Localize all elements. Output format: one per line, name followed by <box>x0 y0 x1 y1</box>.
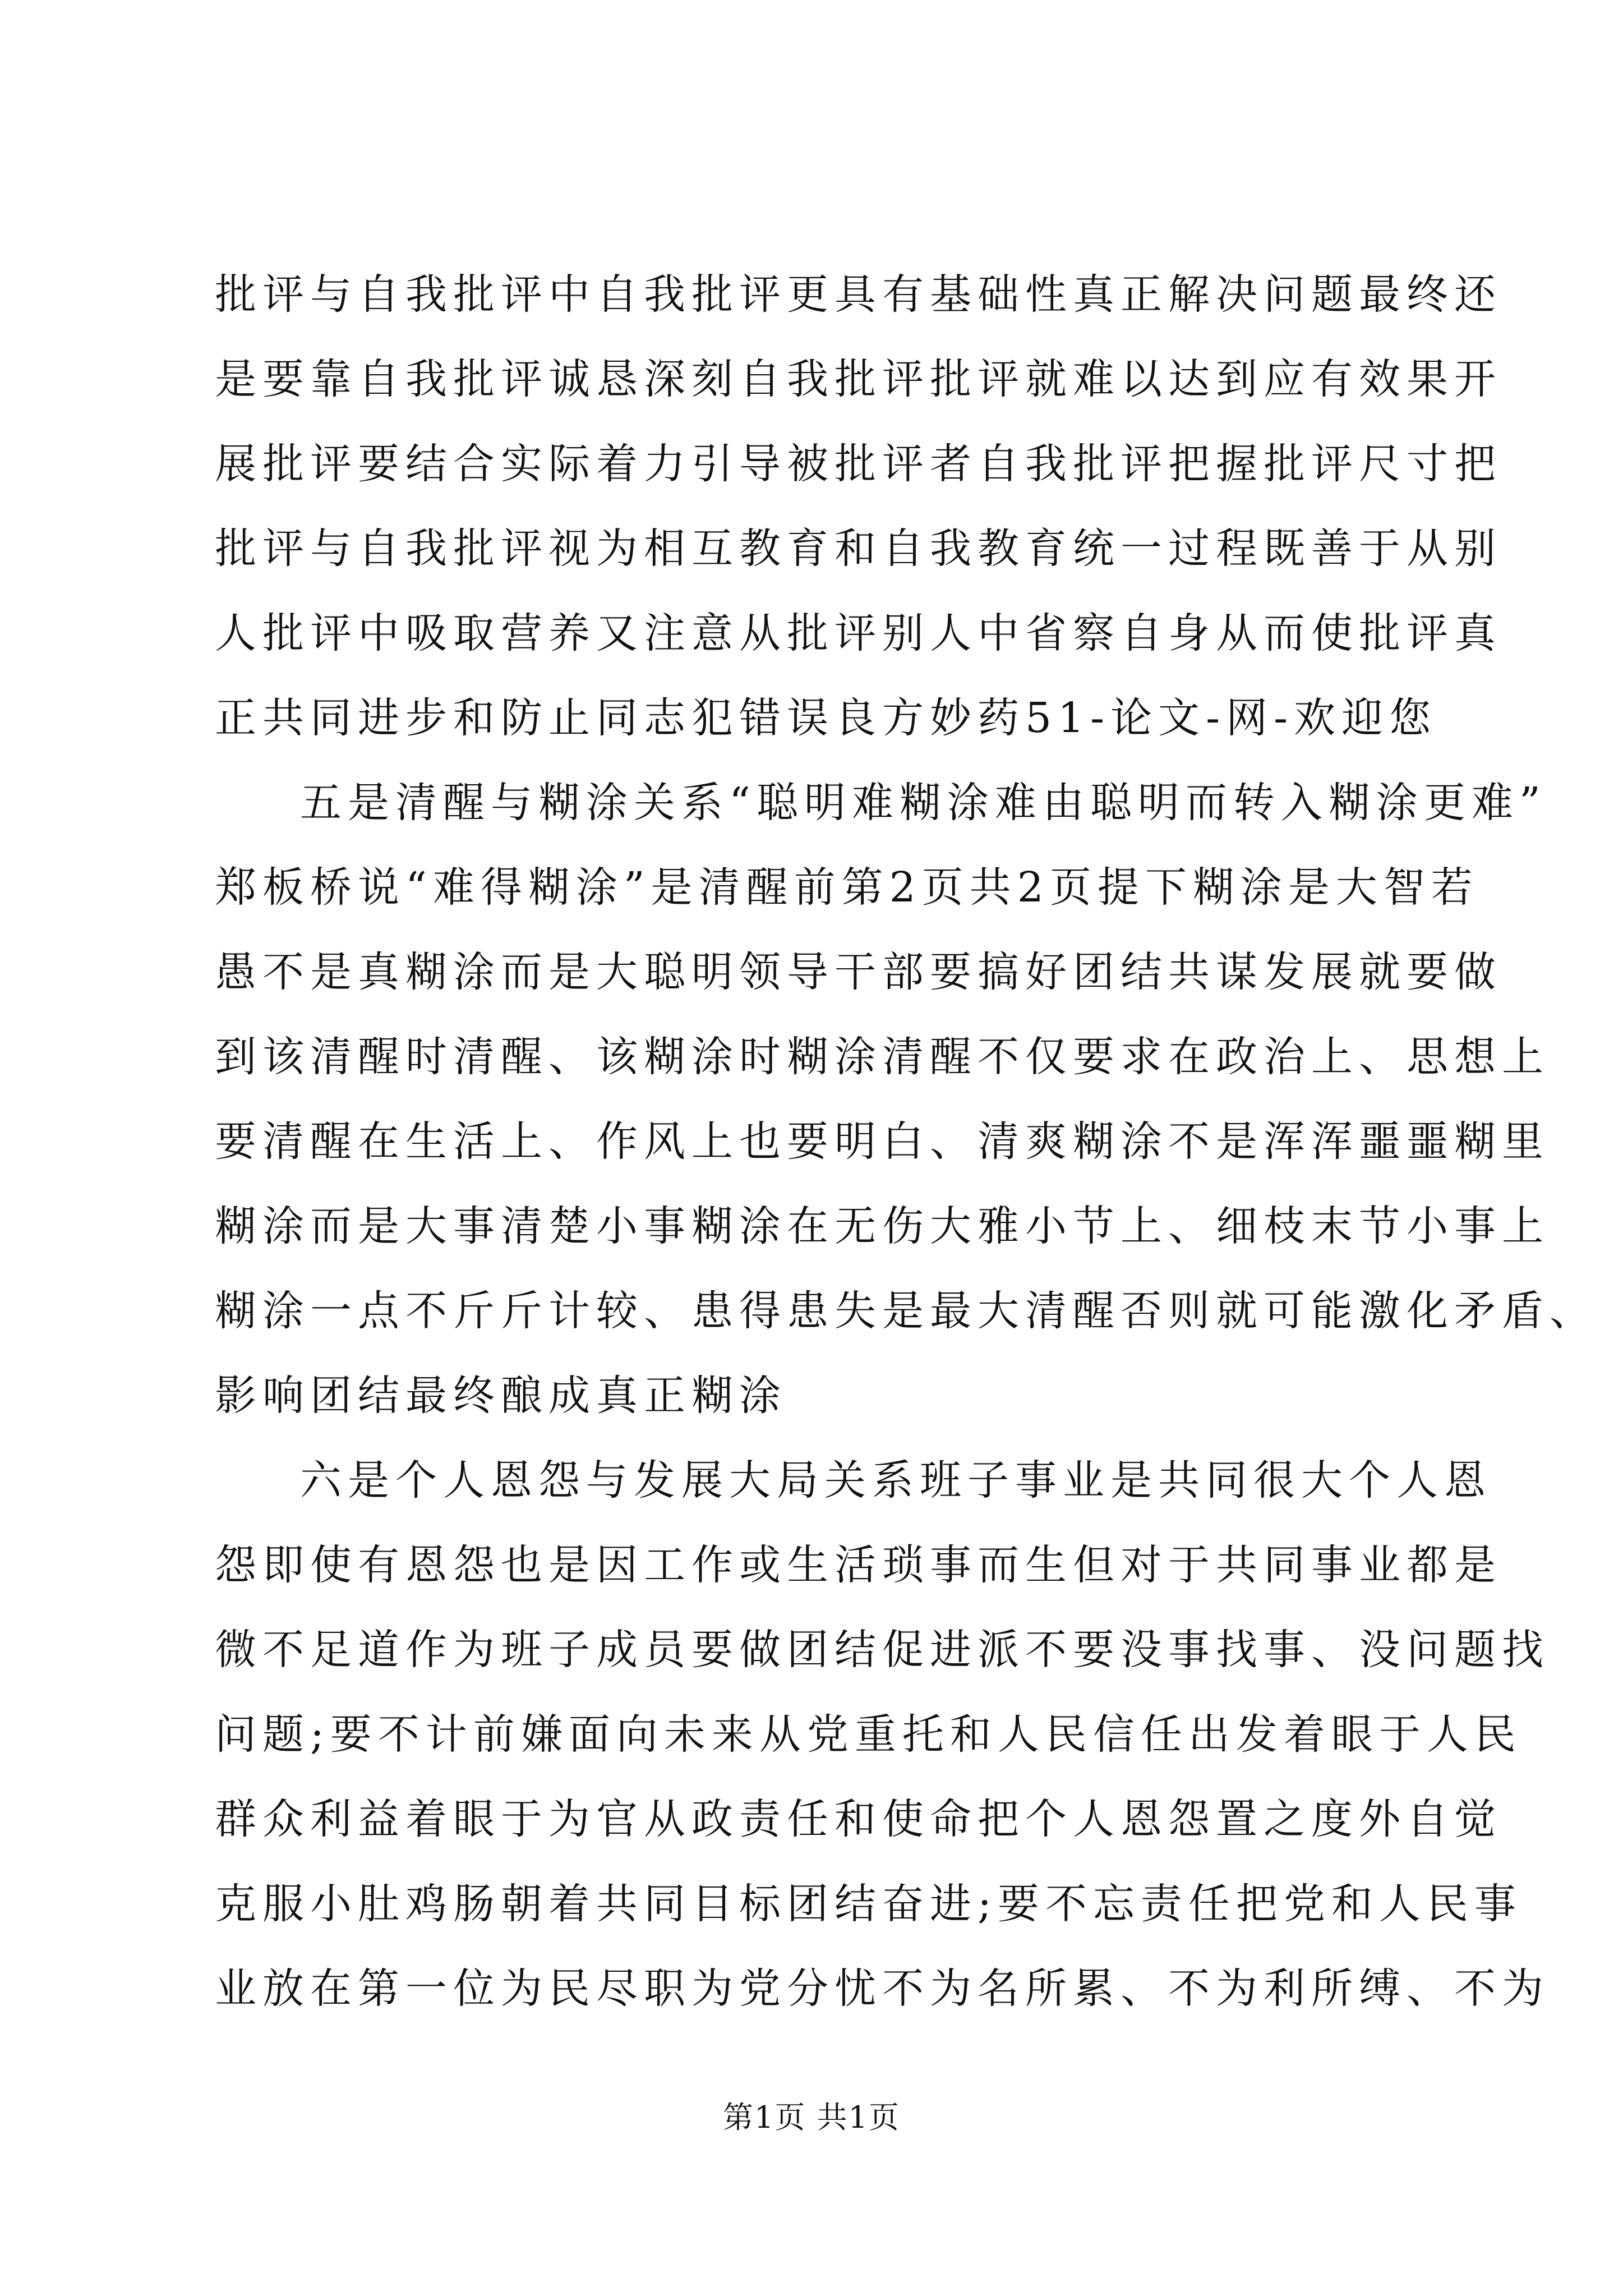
text-line: 展批评要结合实际着力引导被批评者自我批评把握批评尺寸把 <box>215 440 1502 488</box>
text-line: 批评与自我批评视为相互教育和自我教育统一过程既善于从别 <box>215 524 1502 573</box>
text-line: 到该清醒时清醒、该糊涂时糊涂清醒不仅要求在政治上、思想上 <box>215 1033 1550 1081</box>
paragraph-start-line: 五是清醒与糊涂关系“聪明难糊涂难由聪明而转入糊涂更难” <box>300 779 1547 827</box>
text-line: 批评与自我批评中自我批评更具有基础性真正解决问题最终还 <box>215 270 1502 319</box>
text-line: 是要靠自我批评诚恳深刻自我批评批评就难以达到应有效果开 <box>215 355 1502 403</box>
text-line: 郑板桥说“难得糊涂”是清醒前第2页共2页提下糊涂是大智若 <box>215 863 1479 912</box>
text-line: 业放在第一位为民尽职为党分忧不为名所累、不为利所缚、不为 <box>215 1964 1550 2013</box>
text-line: 要清醒在生活上、作风上也要明白、清爽糊涂不是浑浑噩噩糊里 <box>215 1117 1550 1166</box>
text-line: 糊涂而是大事清楚小事糊涂在无伤大雅小节上、细枝末节小事上 <box>215 1202 1550 1250</box>
text-line: 怨即使有恩怨也是因工作或生活琐事而生但对于共同事业都是 <box>215 1541 1502 1589</box>
text-line: 糊涂一点不斤斤计较、患得患失是最大清醒否则就可能激化矛盾、 <box>215 1287 1597 1335</box>
paragraph-start-line: 六是个人恩怨与发展大局关系班子事业是共同很大个人恩 <box>300 1456 1492 1504</box>
text-line: 愚不是真糊涂而是大聪明领导干部要搞好团结共谋发展就要做 <box>215 948 1502 996</box>
text-line: 群众利益着眼于为官从政责任和使命把个人恩怨置之度外自觉 <box>215 1795 1502 1843</box>
text-line: 克服小肚鸡肠朝着共同目标团结奋进;要不忘责任把党和人民事 <box>215 1880 1522 1928</box>
text-line: 问题;要不计前嫌面向未来从党重托和人民信任出发着眼于人民 <box>215 1710 1522 1759</box>
text-line: 正共同进步和防止同志犯错误良方妙药51-论文-网-欢迎您 <box>215 694 1437 742</box>
text-line: 影响团结最终酿成真正糊涂 <box>215 1372 787 1420</box>
text-line: 人批评中吸取营养又注意从批评别人中省察自身从而使批评真 <box>215 609 1502 657</box>
page-footer: 第1页 共1页 <box>723 2100 900 2135</box>
body-text <box>215 252 1597 2031</box>
text-line: 微不足道作为班子成员要做团结促进派不要没事找事、没问题找 <box>215 1626 1550 1674</box>
